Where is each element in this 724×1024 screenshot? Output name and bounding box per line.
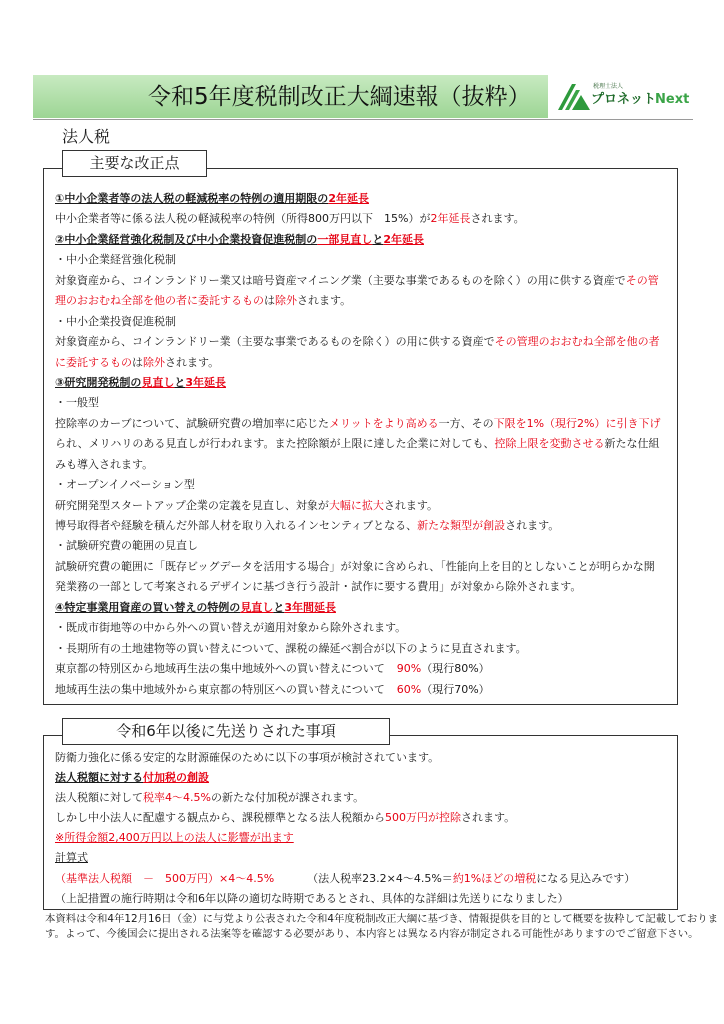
item3-heading-text: と (174, 375, 186, 389)
pronet-logo-icon (558, 82, 590, 110)
item3-heading-text: ③研究開発税制の (55, 375, 142, 389)
text: されます。 (297, 294, 352, 308)
enforcement-note: （上記措置の施行時期は令和6年以降の適切な時期であるとされ、具体的な詳細は先送りになりました） (55, 891, 569, 905)
item4-heading-text: と (273, 600, 285, 614)
logo-subtitle: 税理士法人 (593, 83, 624, 90)
text: されます。 (383, 498, 439, 512)
text: 東京都の特別区から地域再生法の集中地域外への買い替えについて (55, 662, 385, 676)
section-title: 法人税 (62, 127, 111, 146)
text: になる見込みです） (536, 871, 636, 885)
disclaimer (45, 912, 719, 942)
text: 中小企業者等に係る法人税の軽減税率の特例（所得800万円以下 15%）が (55, 212, 431, 226)
text: 研究開発型スタートアップ企業の定義を見直し、対象が (55, 498, 329, 512)
text: されます。 (165, 355, 220, 369)
main-changes-tab: 主要な改正点 (62, 150, 207, 177)
highlight: 控除上限を変動させる (494, 437, 605, 451)
item4-bullet1: ・既成市街地等の中から外への買い替えが適用対象から除外されます。 (55, 621, 407, 635)
surtax-deduction (55, 808, 671, 828)
disclaimer-line: す。よって、今後国会に提出される法案等を確認する必要があり、本内容とは異なる内容が制定される可能性がありますのでご留意下さい。 (45, 928, 699, 940)
item4-bullet2: ・長期所有の土地建物等の買い替えについて、課税の繰延べ割合が以下のように見直されます。 (55, 641, 527, 655)
item3-sub3-label: ・試験研究費の範囲の見直し (55, 539, 198, 553)
item4-rate-region (55, 680, 671, 700)
surtax-heading-text: 法人税額に対する (55, 771, 143, 785)
highlight: 下限を1%（現行2%）に引き下げ (493, 416, 661, 430)
item3-sub1-label: ・一般型 (55, 396, 99, 410)
deferred-intro: 防衛力強化に係る安定的な財源確保のために以下の事項が検討されています。 (55, 751, 440, 764)
highlight: 理のおおむね全部を他の者に委託するもの (55, 294, 264, 308)
text: 一方、その (438, 416, 494, 430)
text: 博号取得者や経験を積んだ外部人材を取り入れるインセンティブとなる、 (55, 519, 418, 532)
item3-sub2-body (55, 496, 671, 516)
text: の新たな付加税が課されます。 (210, 791, 365, 805)
deferred-items-tab: 令和6年以後に先送りされた事項 (62, 718, 390, 745)
deferred-items-box (43, 735, 678, 910)
text: されます。 (505, 519, 560, 532)
text: 控除率のカーブについて、試験研究費の増加率に応じた (55, 416, 330, 430)
item2-sub1-label: ・中小企業経営強化税制 (55, 253, 176, 267)
item4-rate-tokyo (55, 659, 671, 679)
highlight: 税率4～4.5% (143, 791, 211, 805)
highlight: 新たな類型が創設 (417, 519, 506, 532)
text: 法人税額に対して (55, 791, 143, 805)
surtax-heading (55, 768, 671, 788)
page-title: 令和5年度税制改正大綱速報（抜粋） (148, 84, 531, 110)
surtax-rate (55, 788, 671, 808)
highlight: その管理のおおむね全部を他の者 (494, 335, 660, 349)
text: られ、メリハリのある見直しが行われます。また控除額が上限に達した企業に対しても、 (55, 437, 495, 451)
text: されます。 (470, 212, 525, 226)
text: 対象資産から、コインランドリー業又は暗号資産マイニング業（主要な事業であるものを除く）の用に供する資産で (55, 273, 626, 287)
item3-sub1-body: みも導入されます。 (55, 457, 154, 471)
text: （法人税率23.2×4～4.5%＝ (307, 871, 453, 885)
item3-heading-highlight: 見直し (141, 375, 175, 389)
item4-heading-highlight: 見直し (240, 600, 274, 614)
main-changes-lines (55, 189, 671, 700)
text: は (132, 355, 143, 369)
highlight: メリットをより高める (329, 416, 439, 430)
item3-sub1-body (55, 414, 671, 434)
item1-body (55, 209, 671, 229)
main-changes-box (43, 168, 678, 705)
item1-heading-text: ①中小企業者等の法人税の軽減税率の特例の適用期限の (55, 192, 329, 205)
item2-sub2-body (55, 332, 671, 352)
highlight: その管 (625, 273, 659, 287)
item3-heading-highlight: 3年延長 (185, 375, 226, 389)
item3-sub2-body (55, 516, 671, 536)
text: されます。 (461, 811, 516, 825)
highlight: 500万円が控除 (385, 811, 461, 825)
item3-heading (55, 373, 671, 393)
highlight: 除外 (143, 355, 165, 369)
item2-heading-text: と (372, 232, 384, 246)
formula-label: 計算式 (55, 851, 88, 865)
item2-sub1-body (55, 291, 671, 311)
header-divider (33, 119, 693, 120)
formula-expression: （基準法人税額 － 500万円）×4～4.5% (55, 871, 275, 885)
item3-sub1-body (55, 434, 671, 454)
text: は (264, 294, 275, 308)
deferred-lines (55, 748, 671, 909)
surtax-impact-note: ※所得金額2,400万円以上の法人に影響が出ます (55, 831, 294, 845)
item4-heading-text: ④特定事業用資産の買い替えの特例の (55, 600, 241, 614)
text: 対象資産から、コインランドリー業（主要な事業であるものを除く）の用に供する資産で (55, 335, 495, 349)
text: 地域再生法の集中地域外から東京都の特別区への買い替えについて (55, 682, 385, 696)
logo-name: プロネット (591, 92, 657, 107)
item4-heading (55, 598, 671, 618)
text: 新たな仕組 (604, 437, 660, 451)
logo-next: Next (655, 92, 690, 107)
disclaimer-line: 本資料は令和4年12月16日（金）に与党より公表された令和4年度税制改正大綱に基づき、情報提供を目的として概要を抜粋して記載しておりま (45, 913, 719, 925)
text: しかし中小法人に配慮する観点から、課税標準となる法人税額から (55, 811, 385, 825)
rate-value: 60% (396, 682, 422, 696)
item3-sub2-label: ・オープンイノベーション型 (55, 478, 195, 492)
highlight: 大幅に拡大 (328, 498, 384, 512)
formula (55, 869, 671, 889)
item3-sub3-body: 発業務の一部として考案されるデザインに基づき行う設計・試作に要する費用」が対象から除外されます。 (55, 580, 582, 594)
text: （現行70%） (421, 682, 490, 696)
item2-heading-text: ②中小企業経営強化税制及び中小企業投資促進税制の (55, 232, 318, 246)
highlight: 2年延長 (430, 212, 471, 226)
item2-heading-highlight: 一部見直し (317, 232, 373, 246)
rate-value: 90% (396, 662, 422, 676)
item2-sub1-body (55, 271, 671, 291)
highlight: に委託するもの (55, 355, 132, 369)
highlight: 除外 (275, 294, 297, 308)
item2-heading (55, 230, 671, 250)
item1-heading (55, 189, 671, 209)
surtax-heading-highlight: 付加税の創設 (143, 771, 209, 785)
item2-sub2-body (55, 353, 671, 373)
item1-heading-highlight: 2年延長 (328, 192, 369, 205)
highlight: 約1%ほどの増税 (452, 871, 537, 885)
item2-heading-highlight: 2年延長 (383, 232, 424, 246)
item3-sub3-body: 試験研究費の範囲に「既存ビッグデータを活用する場合」が対象に含められ、「性能向上を目的としないことが明らかな開 (55, 559, 655, 573)
item2-sub2-label: ・中小企業投資促進税制 (55, 314, 176, 328)
text: （現行80%） (421, 662, 490, 676)
item4-heading-highlight: 3年間延長 (284, 600, 336, 614)
